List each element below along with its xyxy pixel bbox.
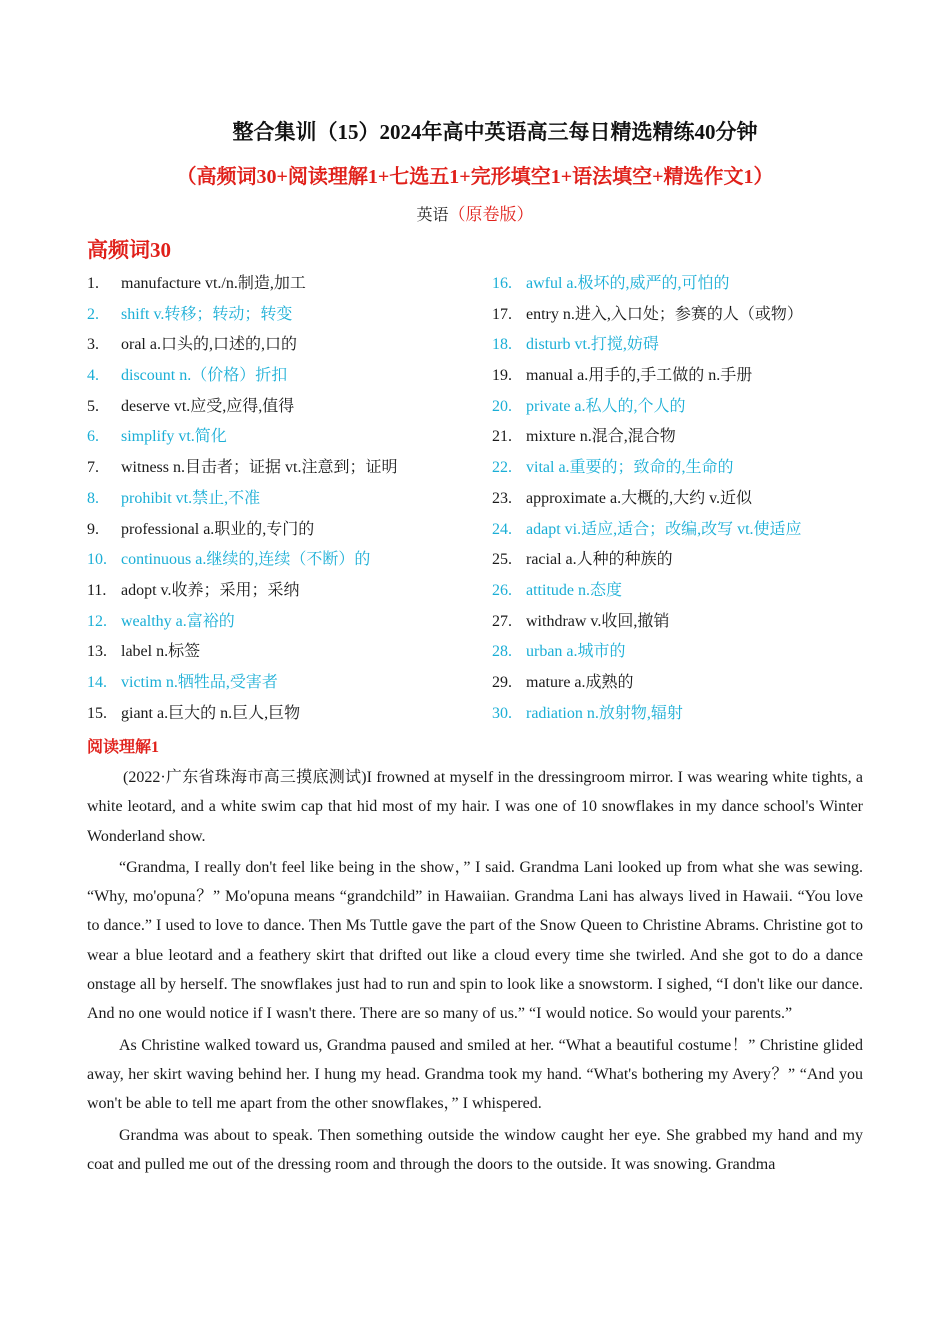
vocab-entry: adapt vi.适应,适合；改编,改写 vt.使适应 [526, 520, 802, 538]
vocab-number: 22. [492, 459, 512, 477]
vocab-item [492, 484, 892, 515]
vocab-entry: discount n.（价格）折扣 [121, 367, 288, 385]
vocab-entry: professional a.职业的,专门的 [121, 520, 315, 538]
reading-heading: 阅读理解1 [87, 739, 160, 756]
vocab-item [492, 269, 892, 300]
vocab-item [87, 269, 487, 300]
vocab-number: 10. [87, 551, 107, 569]
vocab-entry: witness n.目击者；证据 vt.注意到；证明 [121, 459, 398, 477]
vocab-number: 23. [492, 489, 512, 507]
vocab-number: 8. [87, 489, 99, 507]
vocab-entry: racial a.人种的种族的 [526, 551, 673, 569]
vocab-item [492, 576, 892, 607]
vocab-entry: manual a.用手的,手工做的 n.手册 [526, 367, 753, 385]
vocab-number: 17. [492, 305, 512, 323]
vocab-item [87, 453, 487, 484]
vocab-number: 9. [87, 520, 99, 538]
vocab-column-left [87, 269, 487, 729]
vocab-item [492, 453, 892, 484]
vocab-item [87, 392, 487, 423]
vocab-entry: prohibit vt.禁止,不准 [121, 489, 261, 507]
vocab-number: 21. [492, 428, 512, 446]
reading-passage [87, 763, 863, 1181]
vocab-number: 26. [492, 581, 512, 599]
vocab-number: 11. [87, 581, 107, 599]
vocab-number: 27. [492, 612, 512, 630]
vocab-number: 24. [492, 520, 512, 538]
vocab-number: 28. [492, 643, 512, 661]
vocab-entry: shift v.转移；转动；转变 [121, 305, 293, 323]
vocab-entry: entry n.进入,入口处；参赛的人（或物） [526, 305, 803, 323]
vocab-entry: continuous a.继续的,连续（不断）的 [121, 551, 371, 569]
vocab-item [492, 392, 892, 423]
vocab-number: 19. [492, 367, 512, 385]
vocab-number: 6. [87, 428, 99, 446]
vocab-item [87, 484, 487, 515]
vocab-entry: attitude n.态度 [526, 581, 622, 599]
vocab-entry: radiation n.放射物,辐射 [526, 704, 683, 722]
document-title: 整合集训（15）2024年高中英语高三每日精选精练40分钟 [232, 120, 758, 144]
vocab-entry: giant a.巨大的 n.巨人,巨物 [121, 704, 301, 722]
vocab-item [87, 607, 487, 638]
vocab-item [87, 637, 487, 668]
vocab-number: 1. [87, 275, 99, 292]
passage-paragraph: As Christine walked toward us, Grandma paused and smiled at her. “What a beautiful costume！” Christine glided away, her skirt waving behind her. I hung my head. Grandma took my hand. “What's bothering my Avery？” “And you won't be able to tell me apart from the other snowflakes，” I whispered. [87, 1036, 863, 1113]
vocab-item [492, 361, 892, 392]
passage-paragraph: Grandma was about to speak. Then something outside the window caught her eye. She grabbed my hand and my coat and pulled me out of the dressing room and through the doors to the outside. It was snowing. Grandma [87, 1126, 863, 1173]
passage-paragraph: “Grandma, I really don't feel like being in the show，” I said. Grandma Lani looked up from what she was sewing. “Why, mo'opuna？” Mo'opuna means “grandchild” in Hawaiian. Grandma Lani has always lived in Hawaii. “You love to dance.” I used to love to dance. Then Ms Tuttle gave the part of the Snow Queen to Christine Abrams. Christine got to wear a blue leotard and a feathery skirt that drifted out like a cloud every time she twirled. And she got to do a dance onstage all by herself. The snowflakes just had to run and spin to look like a snowstorm. I sighed, “I don't like our dance. And no one would notice if I wasn't there. There are so many of us.” “I would notice. So would your parents.” [87, 858, 864, 1023]
vocab-number: 14. [87, 673, 107, 691]
vocab-entry: mature a.成熟的 [526, 673, 634, 691]
vocab-entry: oral a.口头的,口述的,口的 [121, 336, 297, 354]
vocab-number: 18. [492, 336, 512, 354]
vocab-number: 3. [87, 336, 99, 354]
vocab-item [87, 545, 487, 576]
vocab-item [492, 699, 892, 730]
edition-line [0, 200, 950, 225]
vocab-entry: urban a.城市的 [526, 643, 626, 661]
vocab-entry: label n.标签 [121, 643, 201, 661]
vocab-entry: simplify vt.简化 [121, 428, 227, 446]
vocab-item [87, 361, 487, 392]
vocab-entry: deserve vt.应受,应得,值得 [121, 397, 295, 415]
vocab-column-right [492, 269, 892, 729]
vocab-item [492, 330, 892, 361]
vocab-item [492, 300, 892, 331]
vocab-entry: adopt v.收养；采用；采纳 [121, 581, 300, 599]
vocab-item [87, 300, 487, 331]
vocab-number: 25. [492, 551, 512, 569]
vocab-item [87, 330, 487, 361]
version-label: （原卷版） [448, 205, 534, 224]
vocab-number: 30. [492, 704, 512, 722]
document-subtitle: （高频词30+阅读理解1+七选五1+完形填空1+语法填空+精选作文1） [176, 166, 774, 188]
vocab-entry: withdraw v.收回,撤销 [526, 612, 670, 630]
vocab-entry: disturb vt.打搅,妨碍 [526, 336, 659, 354]
vocab-entry: victim n.牺牲品,受害者 [121, 673, 278, 691]
vocab-entry: awful a.极坏的,威严的,可怕的 [526, 275, 730, 292]
vocab-entry: approximate a.大概的,大约 v.近似 [526, 489, 753, 507]
vocab-number: 2. [87, 305, 99, 323]
vocab-number: 13. [87, 643, 107, 661]
vocab-item [87, 668, 487, 699]
vocab-item [492, 607, 892, 638]
passage-paragraph: (2022·广东省珠海市高三摸底测试)I frowned at myself in the dressingroom mirror. I was wearing white tights, a white leotard, and a white swim cap that hid most of my hair. I was one of 10 snowflakes in my dance school's Winter Wonderland show. [87, 769, 863, 845]
vocab-entry: wealthy a.富裕的 [121, 612, 235, 630]
vocab-entry: private a.私人的,个人的 [526, 397, 686, 415]
vocab-entry: vital a.重要的；致命的,生命的 [526, 459, 734, 477]
vocab-number: 15. [87, 704, 107, 722]
vocab-number: 29. [492, 673, 512, 691]
vocab-number: 4. [87, 367, 99, 385]
vocab-item [492, 637, 892, 668]
vocab-entry: manufacture vt./n.制造,加工 [121, 275, 306, 292]
vocab-number: 5. [87, 397, 99, 415]
vocab-item [87, 515, 487, 546]
vocab-number: 16. [492, 275, 512, 292]
vocab-item [492, 545, 892, 576]
vocab-number: 12. [87, 612, 107, 630]
vocab-item [492, 422, 892, 453]
vocab-heading: 高频词30 [87, 238, 171, 262]
vocab-item [492, 668, 892, 699]
vocab-number: 20. [492, 397, 512, 415]
vocab-item [87, 422, 487, 453]
vocab-item [492, 515, 892, 546]
vocab-number: 7. [87, 459, 99, 477]
vocab-entry: mixture n.混合,混合物 [526, 428, 676, 446]
vocab-item [87, 576, 487, 607]
vocab-item [87, 699, 487, 730]
subject-label: 英语 [416, 207, 449, 224]
